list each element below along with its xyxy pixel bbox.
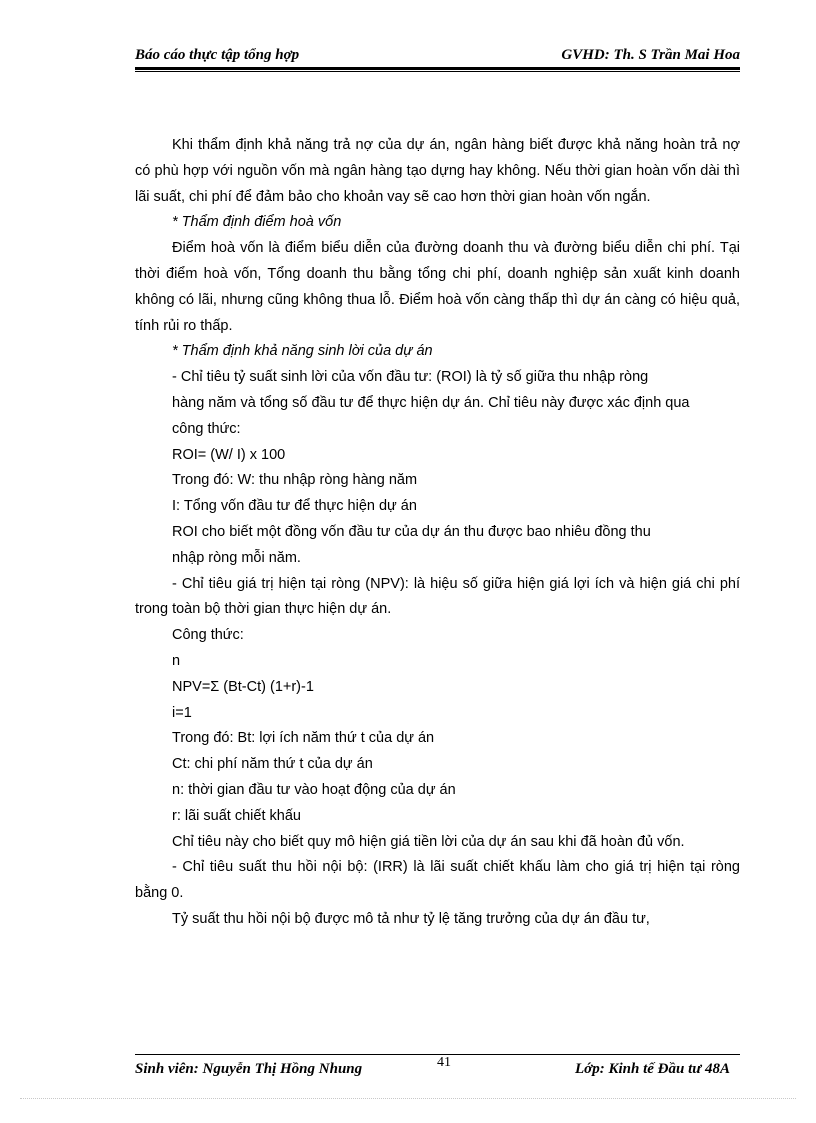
roi-formula: ROI= (W/ I) x 100 (172, 446, 286, 463)
npv-where-1: Trong đó: Bt: lợi ích năm thứ t của dự án (172, 730, 435, 747)
paragraph-break-even: Điểm hoà vốn là điểm biểu diễn của đường doanh thu và đường biểu diễn chi phí. Tại thời điểm hoà vốn, Tổng doanh thu bằng tổng chi phí, doanh nghiệp sản xuất kinh doanh không có lãi, nhưng cũng không thua lỗ. Điểm hoà vốn càng thấp thì dự án càng có hiệu quả, tính rủi ro thấp. (135, 240, 740, 334)
page-body (135, 133, 740, 933)
paragraph-debt-repayment: Khi thẩm định khả năng trả nợ của dự án, ngân hàng biết được khả năng hoàn trả nợ có phù hợp với nguồn vốn mà ngân hàng tạo dựng hay không. Nếu thời gian hoàn vốn dài thì lãi suất, chi phí để đảm bảo cho khoản vay sẽ cao hơn thời gian hoàn vốn ngắn. (135, 137, 740, 205)
header-rule (135, 67, 740, 70)
heading-break-even: * Thẩm định điểm hoà vốn (172, 214, 342, 231)
heading-profitability: * Thẩm định khả năng sinh lời của dự án (172, 343, 433, 360)
npv-sum-upper: n (172, 652, 181, 669)
roi-line-3: công thức: (172, 420, 241, 437)
npv-where-2: Ct: chi phí năm thứ t của dự án (172, 756, 373, 773)
paragraph-npv-meaning: Chỉ tiêu này cho biết quy mô hiện giá tiền lời của dự án sau khi đã hoàn đủ vốn. (172, 833, 685, 850)
footer-student: Sinh viên: Nguyễn Thị Hồng Nhung (135, 1061, 363, 1077)
header-report-title: Báo cáo thực tập tổng hợp (135, 47, 300, 63)
paragraph-npv: - Chỉ tiêu giá trị hiện tại ròng (NPV): là hiệu số giữa hiện giá lợi ích và hiện giá chi phí trong toàn bộ thời gian thực hiện dự án. (135, 575, 740, 618)
npv-where-3: n: thời gian đầu tư vào hoạt động của dự án (172, 781, 456, 798)
header-supervisor: GVHD: Th. S Trần Mai Hoa (561, 47, 740, 63)
roi-where-2: I: Tổng vốn đầu tư để thực hiện dự án (172, 498, 417, 515)
roi-meaning-1: ROI cho biết một đồng vốn đầu tư của dự án thu được bao nhiêu đồng thu (172, 523, 651, 540)
paragraph-irr: - Chỉ tiêu suất thu hồi nội bộ: (IRR) là lãi suất chiết khấu làm cho giá trị hiện tại ròng bằng 0. (135, 859, 740, 902)
footer-class: Lớp: Kinh tế Đầu tư 48A (575, 1061, 730, 1077)
roi-line-1: - Chỉ tiêu tỷ suất sinh lời của vốn đầu tư: (ROI) là tỷ số giữa thu nhập ròng (172, 369, 649, 386)
npv-formula: NPV=Σ (Bt-Ct) (1+r)-1 (172, 678, 314, 695)
roi-meaning-2: nhập ròng mỗi năm. (172, 549, 301, 566)
npv-where-4: r: lãi suất chiết khấu (172, 807, 301, 824)
header-rule-thin (135, 71, 740, 72)
page-footer (135, 1055, 740, 1081)
npv-formula-label: Công thức: (172, 627, 244, 644)
paragraph-irr-description: Tỷ suất thu hồi nội bộ được mô tả như tỷ lệ tăng trưởng của dự án đầu tư, (172, 910, 650, 927)
npv-sum-lower: i=1 (172, 704, 192, 721)
page-number: 41 (437, 1055, 451, 1070)
roi-line-2: hàng năm và tổng số đầu tư để thực hiện dự án. Chỉ tiêu này được xác định qua (172, 394, 690, 411)
roi-where-1: Trong đó: W: thu nhập ròng hàng năm (172, 472, 418, 489)
page-header (135, 46, 740, 64)
page-edge-divider (20, 1098, 796, 1099)
